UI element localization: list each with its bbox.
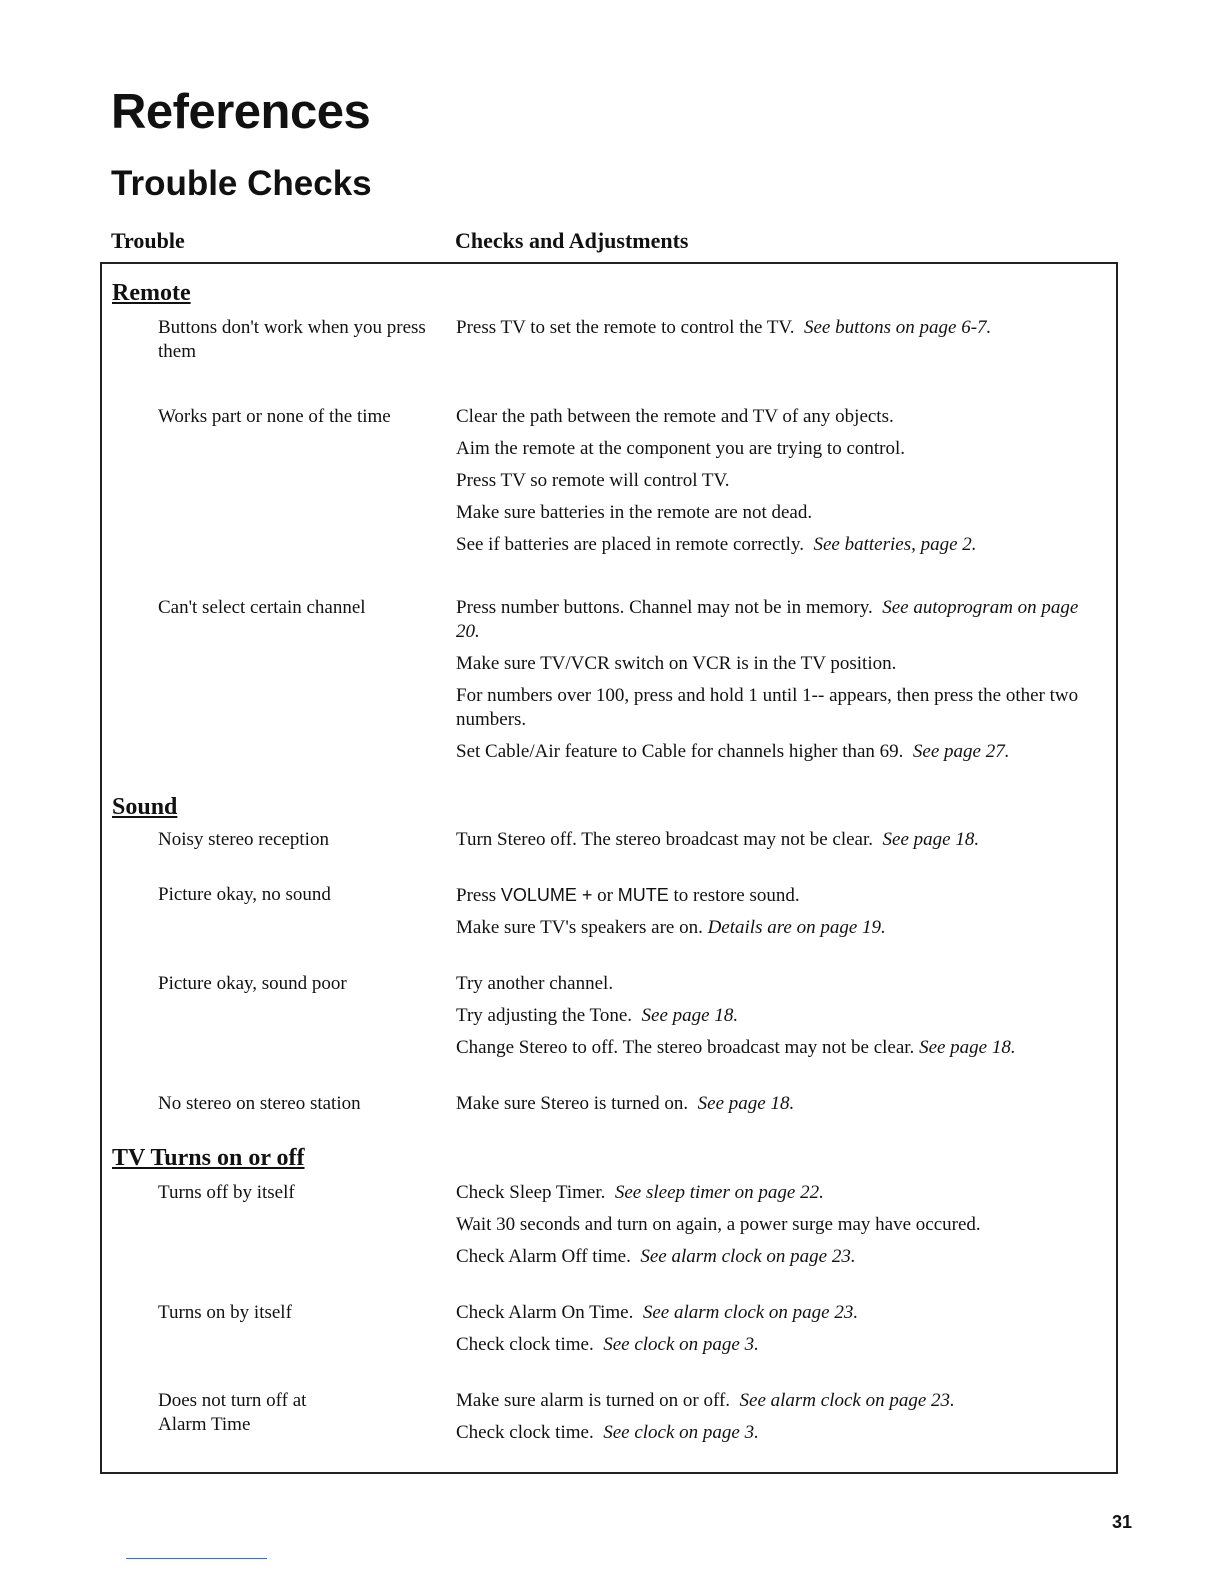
check-item: Press TV to set the remote to control the TV. See buttons on page 6-7.	[456, 317, 992, 338]
checks-list	[456, 596, 1106, 772]
checks-list	[456, 972, 1106, 1068]
trouble-checks-table	[100, 262, 1118, 1474]
trouble-label: Can't select certain channel	[158, 597, 366, 618]
check-item: Aim the remote at the component you are trying to control.	[456, 438, 906, 459]
check-item: Make sure Stereo is turned on. See page 18.	[456, 1093, 795, 1114]
section-heading-sound: Sound	[112, 794, 178, 820]
check-item: Wait 30 seconds and turn on again, a power surge may have occured.	[456, 1214, 981, 1235]
column-header-checks: Checks and Adjustments	[455, 228, 689, 253]
trouble-label: Turns off by itself	[158, 1182, 295, 1203]
check-item: For numbers over 100, press and hold 1 until 1-- appears, then press the other two numbers.	[456, 685, 1079, 730]
check-item: Make sure alarm is turned on or off. See alarm clock on page 23.	[456, 1390, 955, 1411]
check-item: Press TV so remote will control TV.	[456, 470, 730, 491]
check-item: Try another channel.	[456, 973, 614, 994]
trouble-label: Picture okay, no sound	[158, 884, 331, 905]
trouble-label: Noisy stereo reception	[158, 829, 329, 850]
check-item: Press VOLUME + or MUTE to restore sound.	[456, 885, 800, 906]
check-item: See if batteries are placed in remote correctly. See batteries, page 2.	[456, 534, 977, 555]
checks-list	[456, 1092, 1106, 1124]
section-title: Trouble Checks	[111, 164, 372, 203]
column-header-trouble: Trouble	[111, 228, 185, 253]
check-item: Check Alarm On Time. See alarm clock on page 23.	[456, 1302, 859, 1323]
checks-list	[456, 828, 1106, 860]
check-item: Clear the path between the remote and TV of any objects.	[456, 406, 894, 427]
checks-list	[456, 1301, 1106, 1365]
trouble-label: Does not turn off at Alarm Time	[158, 1390, 307, 1435]
checks-list	[456, 1389, 1106, 1453]
checks-list	[456, 1181, 1106, 1277]
check-item: Press number buttons. Channel may not be in memory. See autoprogram on page 20.	[456, 597, 1079, 642]
trouble-label: No stereo on stereo station	[158, 1093, 361, 1114]
footer-rule	[126, 1558, 267, 1559]
trouble-label: Works part or none of the time	[158, 406, 391, 427]
check-item: Try adjusting the Tone. See page 18.	[456, 1005, 739, 1026]
page-title: References	[111, 85, 371, 139]
trouble-label: Turns on by itself	[158, 1302, 292, 1323]
check-item: Make sure TV's speakers are on. Details are on page 19.	[456, 917, 886, 938]
check-item: Turn Stereo off. The stereo broadcast may not be clear. See page 18.	[456, 829, 980, 850]
trouble-label: Picture okay, sound poor	[158, 973, 347, 994]
check-item: Check clock time. See clock on page 3.	[456, 1422, 759, 1443]
check-item: Make sure TV/VCR switch on VCR is in the TV position.	[456, 653, 897, 674]
check-item: Check Sleep Timer. See sleep timer on page 22.	[456, 1182, 824, 1203]
section-heading-remote: Remote	[112, 280, 191, 306]
check-item: Check clock time. See clock on page 3.	[456, 1334, 759, 1355]
check-item: Set Cable/Air feature to Cable for channels higher than 69. See page 27.	[456, 741, 1010, 762]
checks-list	[456, 316, 1106, 348]
check-item: Check Alarm Off time. See alarm clock on page 23.	[456, 1246, 856, 1267]
checks-list	[456, 405, 1106, 565]
page-number: 31	[1112, 1512, 1133, 1532]
checks-list	[456, 883, 1106, 948]
trouble-label: Buttons don't work when you press them	[158, 317, 426, 362]
check-item: Change Stereo to off. The stereo broadcast may not be clear. See page 18.	[456, 1037, 1016, 1058]
check-item: Make sure batteries in the remote are not dead.	[456, 502, 813, 523]
section-heading-tv-power: TV Turns on or off	[112, 1145, 305, 1171]
